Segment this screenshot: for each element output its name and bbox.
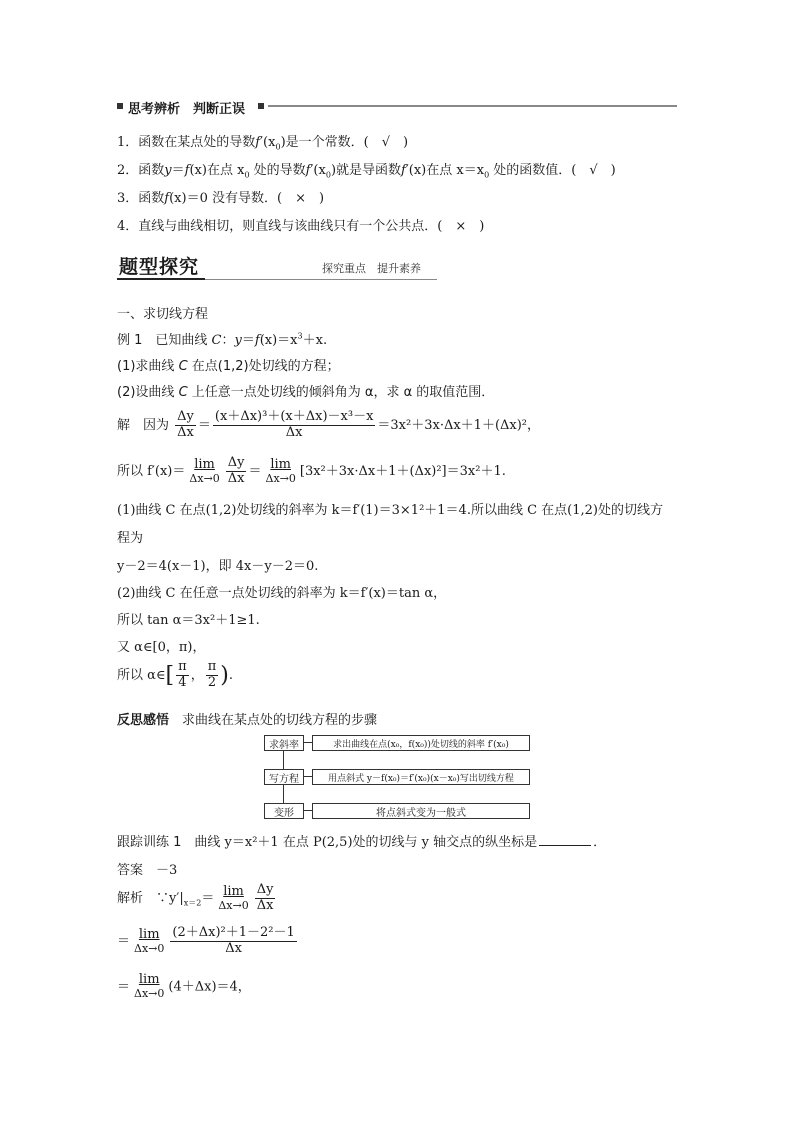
answer-mark: ×: [455, 219, 467, 234]
flow-step-desc: 将点斜式变为一般式: [312, 803, 530, 819]
answer-mark: √: [381, 135, 391, 150]
example-question-1: (1)求曲线 C 在点(1,2)处切线的方程；: [117, 359, 340, 374]
example-stem: 例 1 已知曲线 C：$y=f(x)=x^3+x$.: [117, 331, 328, 348]
solution-part1-line3: y－2＝4(x－1)，即 4x－y－2＝0.: [117, 559, 319, 574]
section-banner: [117, 252, 437, 282]
think-item-1: 1．函数在某点处的导数$f'(x_0)$是一个常数．( √ ): [117, 135, 409, 152]
think-section-header: [117, 98, 677, 117]
section-subtitle: 探究重点 提升素养: [322, 262, 421, 275]
flow-step-key: 求斜率: [264, 735, 304, 751]
section-rule: [205, 279, 437, 280]
think-item-2: 2．函数y＝f(x)在点 $x_0$ 处的导数$f'(x_0)$就是导函数f′(x)在点 $x=x_0$ 处的函数值．( √ ): [117, 163, 616, 180]
think-item-4: 4．直线与曲线相切，则直线与该曲线只有一个公共点．( × ): [117, 219, 485, 234]
analysis-line-1: 解析 $\because y'|_{x=2}=$ $\frac{\lim}{\Delta x\to 0}$ $\frac{\Delta y}{\Delta x}$: [117, 882, 274, 913]
answer-mark: ×: [295, 191, 306, 206]
flow-step-key: 写方程: [264, 769, 304, 785]
arrow-right-icon: [304, 810, 312, 811]
reflection-line: 反思感悟 求曲线在某点处的切线方程的步骤: [117, 713, 378, 728]
arrow-down-icon: [283, 751, 284, 769]
flow-step-desc: 求出曲线在点(x₀，f(x₀))处切线的斜率 f′(x₀): [312, 735, 530, 751]
answer-blank: [539, 834, 591, 846]
flow-step-desc: 用点斜式 y－f(x₀)＝f′(x₀)(x－x₀)写出切线方程: [312, 769, 530, 785]
arrow-down-icon: [283, 785, 284, 803]
arrow-right-icon: [304, 742, 312, 743]
solution-line-2: 所以 f′(x)＝ $\frac{\lim}{\Delta x\to 0}$ $\frac{\Delta y}{\Delta x}$ ＝ $\frac{\lim}{\Delta x\to 0}$ [3x²＋3x·Δx＋1＋(Δx)²]＝3x²＋1.: [117, 455, 506, 486]
section-title-underline: [117, 278, 205, 280]
solution-part2-line3: 又 α∈[0，π)，: [117, 640, 206, 655]
square-bullet-icon: [117, 103, 123, 109]
think-item-3: 3．函数f(x)＝0 没有导数．( × ): [117, 191, 325, 206]
solution-part2-line4: 所以 α∈[ $\frac{\pi}{4}$ ， $\frac{\pi}{2}$ ).: [117, 659, 233, 690]
practice-question: 跟踪训练 1 曲线 y＝x²＋1 在点 P(2,5)处的切线与 y 轴交点的纵坐标是 ．: [117, 835, 607, 850]
arrow-right-icon: [304, 776, 312, 777]
solution-part1-line2: 程为: [117, 531, 144, 546]
solution-part2-line2: 所以 tan α＝3x²＋1≥1.: [117, 613, 260, 628]
flow-step-key: 变形: [264, 803, 304, 819]
topic-title: 一、求切线方程: [117, 307, 209, 322]
answer-mark: √: [589, 163, 598, 178]
example-question-2: (2)设曲线 C 上任意一点处切线的倾斜角为 α，求 α 的取值范围．: [117, 385, 495, 400]
solution-line-1: 解 因为 $\frac{\Delta y}{\Delta x}$ ＝ $\frac{\text{(x＋Δx)³＋(x＋Δx)－x³－x}}{\Delta x}$ ＝3x²＋3x·Δx＋1＋(Δx)²，: [117, 409, 541, 440]
practice-answer: 答案 －3: [117, 863, 178, 878]
section-title: 题型探究: [119, 256, 200, 278]
flowchart: [264, 735, 532, 821]
solution-part2-line1: (2)曲线 C 在任意一点处切线的斜率为 k＝f′(x)＝tan α，: [117, 586, 447, 601]
analysis-line-2: ＝ $\frac{\lim}{\Delta x\to 0}$ $\frac{\text{(2＋Δx)²＋1－2²－1}}{\Delta x}$: [117, 925, 295, 956]
analysis-line-3: ＝ $\frac{\lim}{\Delta x\to 0}$ (4＋Δx)＝4，: [117, 972, 251, 1000]
think-section-title: 思考辨析 判断正误: [128, 102, 246, 117]
header-rule: [268, 105, 677, 107]
square-bullet-icon: [258, 103, 264, 109]
solution-part1-line1: (1)曲线 C 在点(1,2)处切线的斜率为 k＝f′(1)＝3×1²＋1＝4.所以曲线 C 在点(1,2)处的切线方: [117, 503, 663, 518]
